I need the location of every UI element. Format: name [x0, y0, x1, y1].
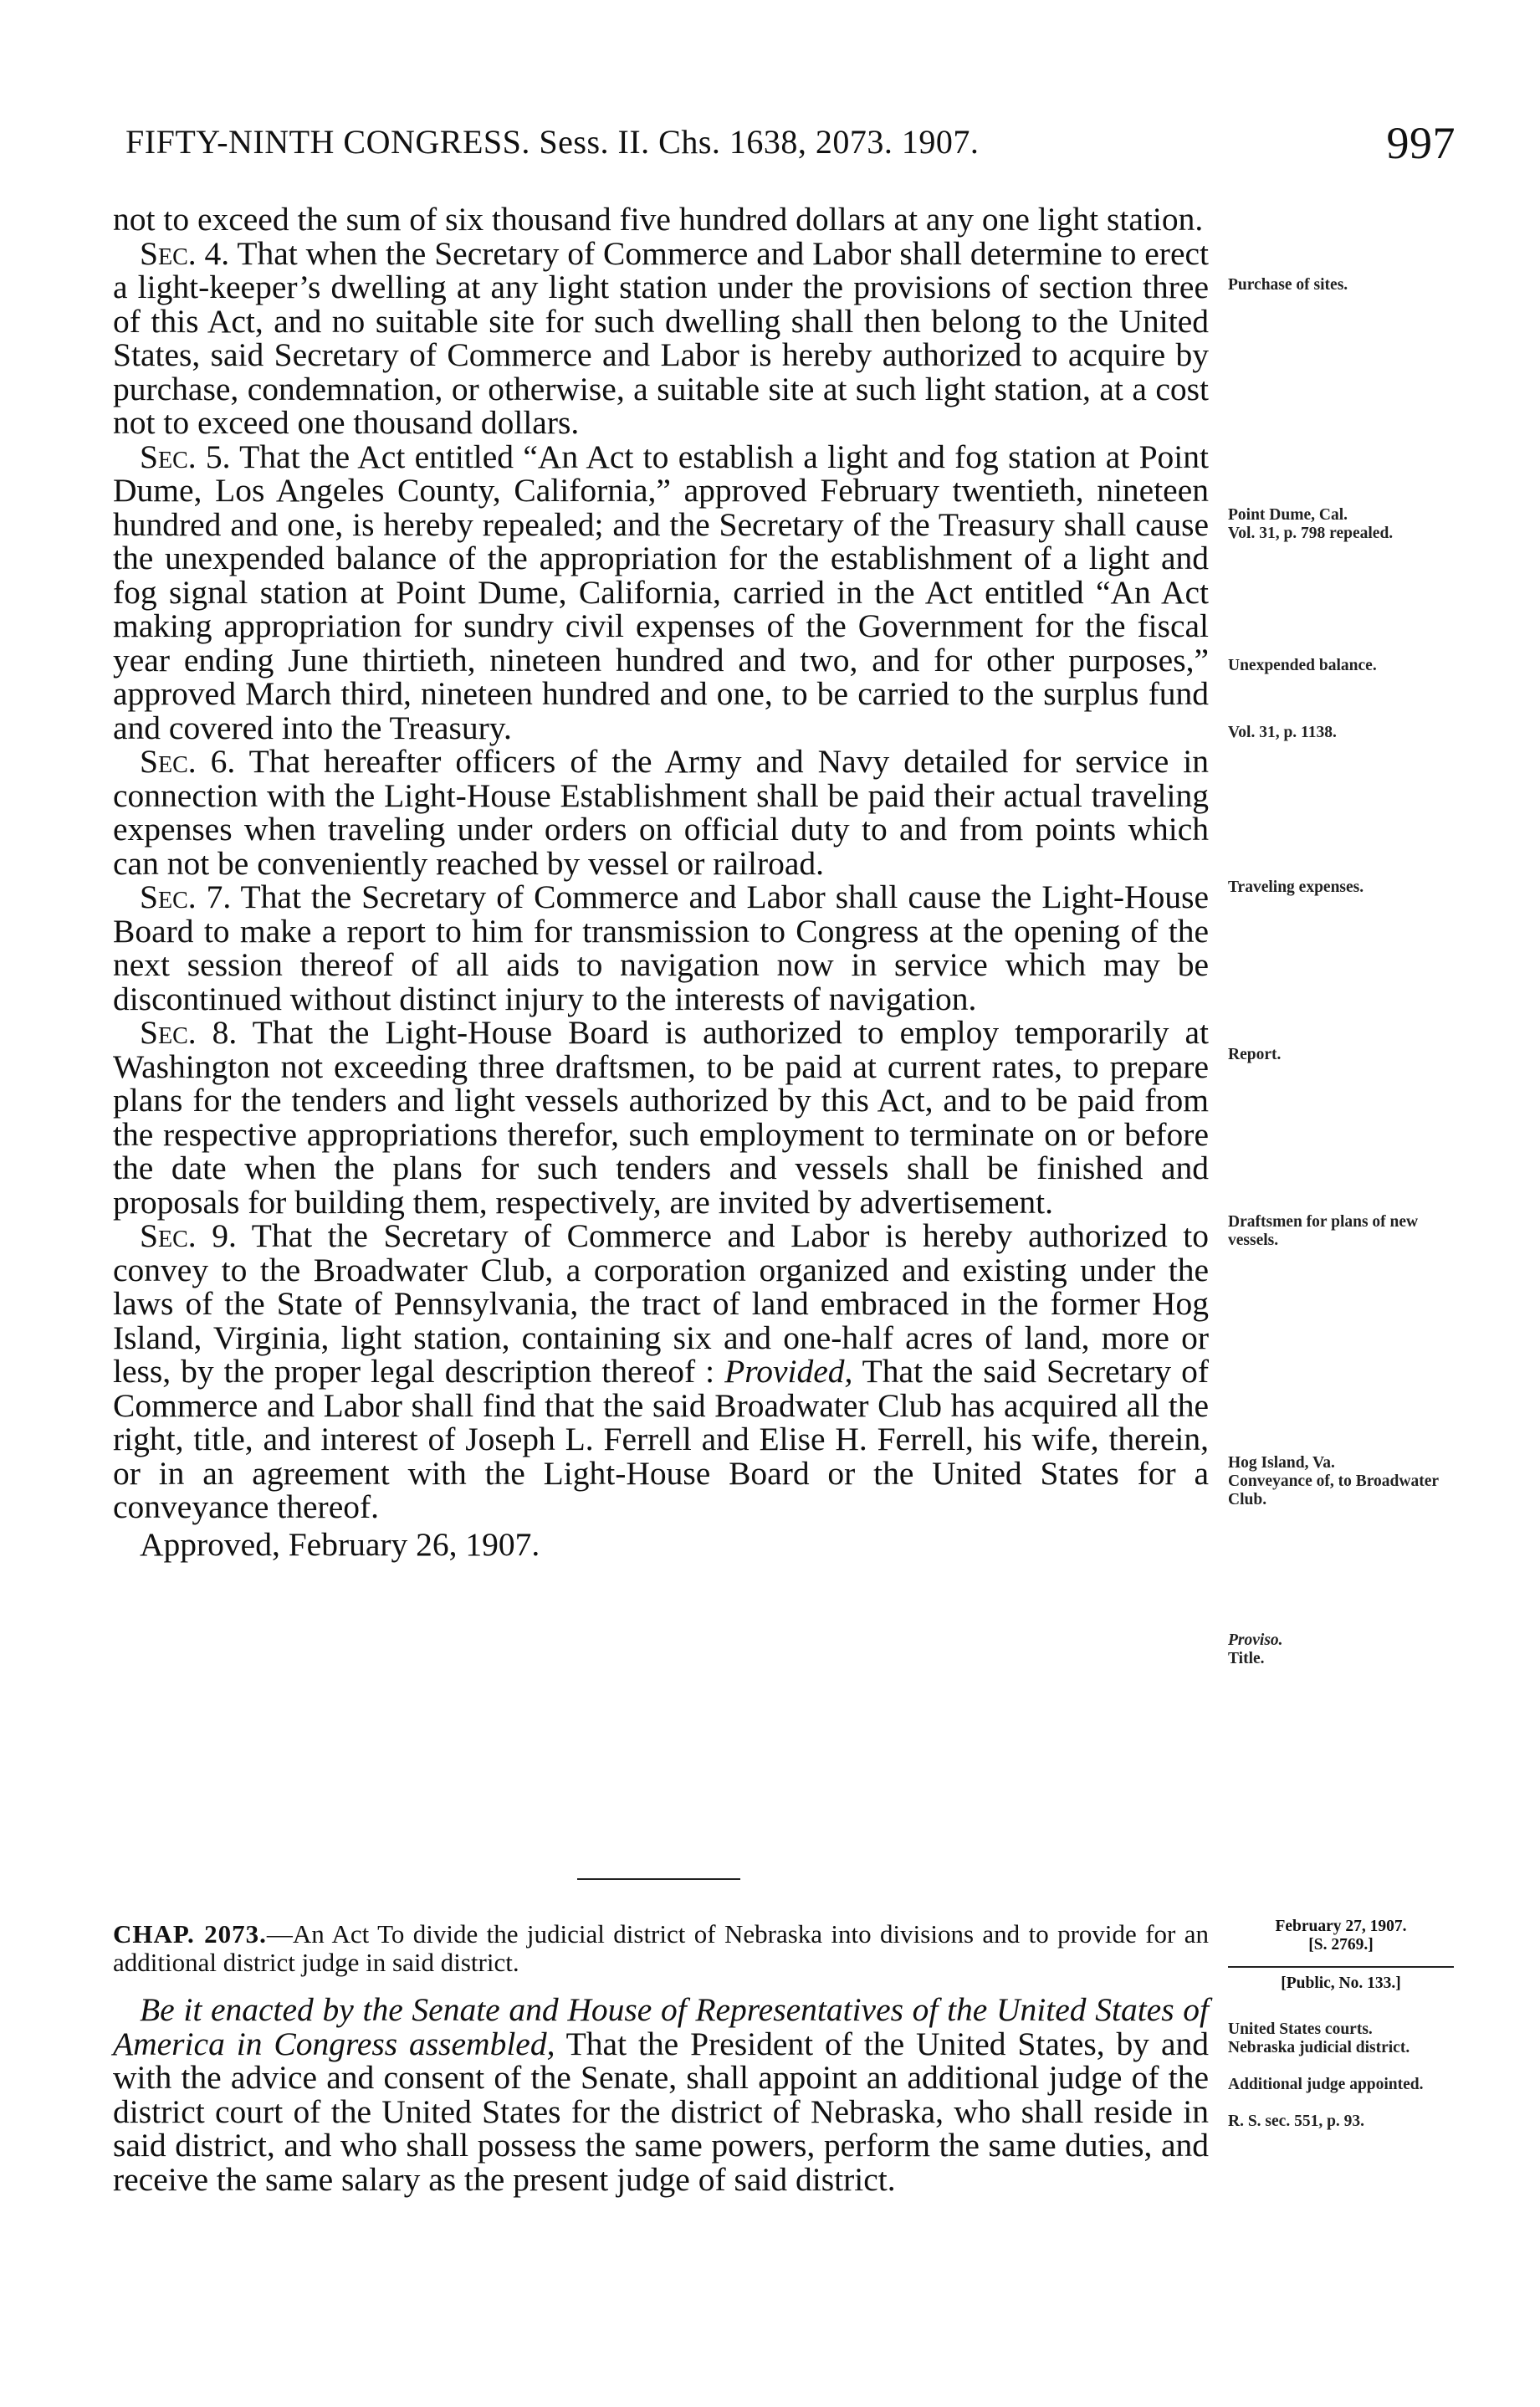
section-5-text: That the Act entitled “An Act to establish a light and fog station at Point Dume, Los Angeles County, California,” approved February twentieth, nineteen hundred and one, is hereby repealed; and the Secretary of the Treasury shall cause the unexpended balance of the appropriation for the establishment of a light and fog signal station at Point Dume, California, carried in the Act entitled “An Act making appropriation for sundry civil expenses of the Government for the fiscal year ending June thirtieth, nineteen hundred and two, and for other purposes,” approved March third, nineteen hundred and one, to be carried to the surplus fund and covered into the Treasury. — [113, 438, 1209, 746]
section-divider — [577, 1878, 740, 1880]
statute-body — [113, 202, 1209, 1561]
margin-note-nebraska: Nebraska judicial district. — [1228, 2039, 1410, 2056]
section-9-text-a: That the Secretary of Commerce and Labor is hereby authorized to convey to the Broadwater Club, a corporation organized and existing under the laws of the State of Pennsylvania, the tract of land embraced in the former Hog Island, Virginia, light station, containing six and one-half acres of land, more or less, by the proper legal description thereof : — [113, 1217, 1209, 1390]
section-7-label: Sec. 7. — [140, 878, 232, 915]
margin-note-additional-judge: Additional judge appointed. — [1228, 2076, 1424, 2093]
approved-line: Approved, February 26, 1907. — [140, 1525, 540, 1563]
enacting-clause: Be it enacted by the Senate and House of Representatives of the United States of America in Congress assembled, — [113, 1991, 1209, 2062]
section-5-label: Sec. 5. — [140, 438, 231, 475]
chapter-2073-public-law: [Public, No. 133.] — [1281, 1974, 1401, 1992]
margin-note-report: Report. — [1228, 1046, 1282, 1063]
section-9-proviso: Provided, — [724, 1353, 853, 1390]
chapter-2073-label: CHAP. 2073. — [113, 1919, 267, 1949]
margin-note-draftsmen: Draftsmen for plans of new vessels. — [1228, 1213, 1419, 1249]
section-9 — [113, 1219, 1209, 1524]
continuation-paragraph: not to exceed the sum of six thousand five hundred dollars at any one light station. — [113, 201, 1204, 238]
page-number: 997 — [1386, 118, 1456, 168]
section-9-label: Sec. 9. — [140, 1217, 237, 1254]
public-law-rule — [1228, 1966, 1454, 1968]
section-4 — [113, 234, 1209, 441]
chapter-2073-bill: [S. 2769.] — [1308, 1936, 1374, 1954]
margin-note-traveling: Traveling expenses. — [1228, 878, 1364, 896]
section-6 — [113, 745, 1209, 880]
chapter-2073-title: —An Act To divide the judicial district of Nebraska into divisions and to provide for an additional district judge in said district. — [113, 1919, 1209, 1977]
section-4-text: That when the Secretary of Commerce and Labor shall determine to erect a light-keeper’s dwelling at any light station under the provisions of section three of this Act, and no suitable site for such dwelling shall then belong to the United States, said Secretary of Commerce and Labor is hereby authorized to acquire by purchase, condemnation, or otherwise, a suitable site at such light station, at a cost not to exceed one thousand dollars. — [113, 234, 1209, 441]
section-8 — [113, 1016, 1209, 1219]
margin-note-title: Title. — [1228, 1650, 1265, 1667]
section-8-text: That the Light-House Board is authorized to employ temporarily at Washington not exceeding three draftsmen, to be paid at current rates, to prepare plans for the tenders and light vessels authorized by this Act, and to be paid from the respective appropriations therefor, such employment to terminate on or before the date when the plans for such tenders and vessels shall be finished and proposals for building them, respectively, are invited by advertisement. — [113, 1014, 1210, 1221]
margin-note-rs-sec: R. S. sec. 551, p. 93. — [1228, 2113, 1365, 2130]
chapter-2073-heading — [113, 1920, 1209, 1977]
enacting-paragraph — [113, 1993, 1209, 2196]
margin-note-conveyance: Conveyance of, to Broadwater Club. — [1228, 1472, 1439, 1508]
margin-note-purchase: Purchase of sites. — [1228, 276, 1348, 294]
margin-note-proviso: Proviso. — [1228, 1631, 1283, 1649]
chapter-2073-date-box — [1228, 1918, 1454, 1954]
page-header — [125, 117, 1456, 167]
running-head: FIFTY-NINTH CONGRESS. Sess. II. Chs. 1638, 2073. 1907. — [125, 123, 980, 161]
section-9-text-b: That the said Secretary of Commerce and Labor shall find that the said Broadwater Club has acquired all the right, title, and interest of Joseph L. Ferrell and Elise H. Ferrell, his wife, therein, or in an agreement with the Light-House Board or the United States for a conveyance thereof. — [113, 1353, 1209, 1525]
margin-note-vol31: Vol. 31, p. 1138. — [1228, 724, 1337, 741]
section-6-text: That hereafter officers of the Army and Navy detailed for service in connection with the Light-House Establishment shall be paid their actual traveling expenses when traveling under orders on official duty to and from points which can not be conveniently reached by vessel or railroad. — [113, 743, 1209, 882]
section-7 — [113, 880, 1209, 1016]
section-5 — [113, 440, 1209, 745]
enacting-text: That the President of the United States, by and with the advice and consent of the Senate, shall appoint an additional judge of the district court of the United States for the district of Nebraska, who shall reside in said district, and who shall possess the same powers, perform the same duties, and receive the same salary as the present judge of said district. — [113, 2025, 1209, 2198]
margin-note-point-dume: Point Dume, Cal. — [1228, 506, 1348, 524]
margin-note-repealed: Vol. 31, p. 798 repealed. — [1228, 525, 1394, 542]
chapter-2073-date: February 27, 1907. — [1275, 1918, 1407, 1935]
margin-note-unexpended: Unexpended balance. — [1228, 657, 1377, 674]
section-6-label: Sec. 6. — [140, 743, 236, 780]
chapter-2073-body — [113, 1993, 1209, 2196]
section-4-label: Sec. 4. — [140, 234, 230, 272]
section-7-text: That the Secretary of Commerce and Labor shall cause the Light-House Board to make a report to him for transmission to Congress at the opening of the next session thereof of all aids to navigation now in service which may be discontinued without distinct injury to the interests of navigation. — [113, 878, 1209, 1017]
section-8-label: Sec. 8. — [140, 1014, 238, 1051]
margin-note-hog-island: Hog Island, Va. — [1228, 1454, 1335, 1472]
margin-note-us-courts: United States courts. — [1228, 2020, 1373, 2038]
